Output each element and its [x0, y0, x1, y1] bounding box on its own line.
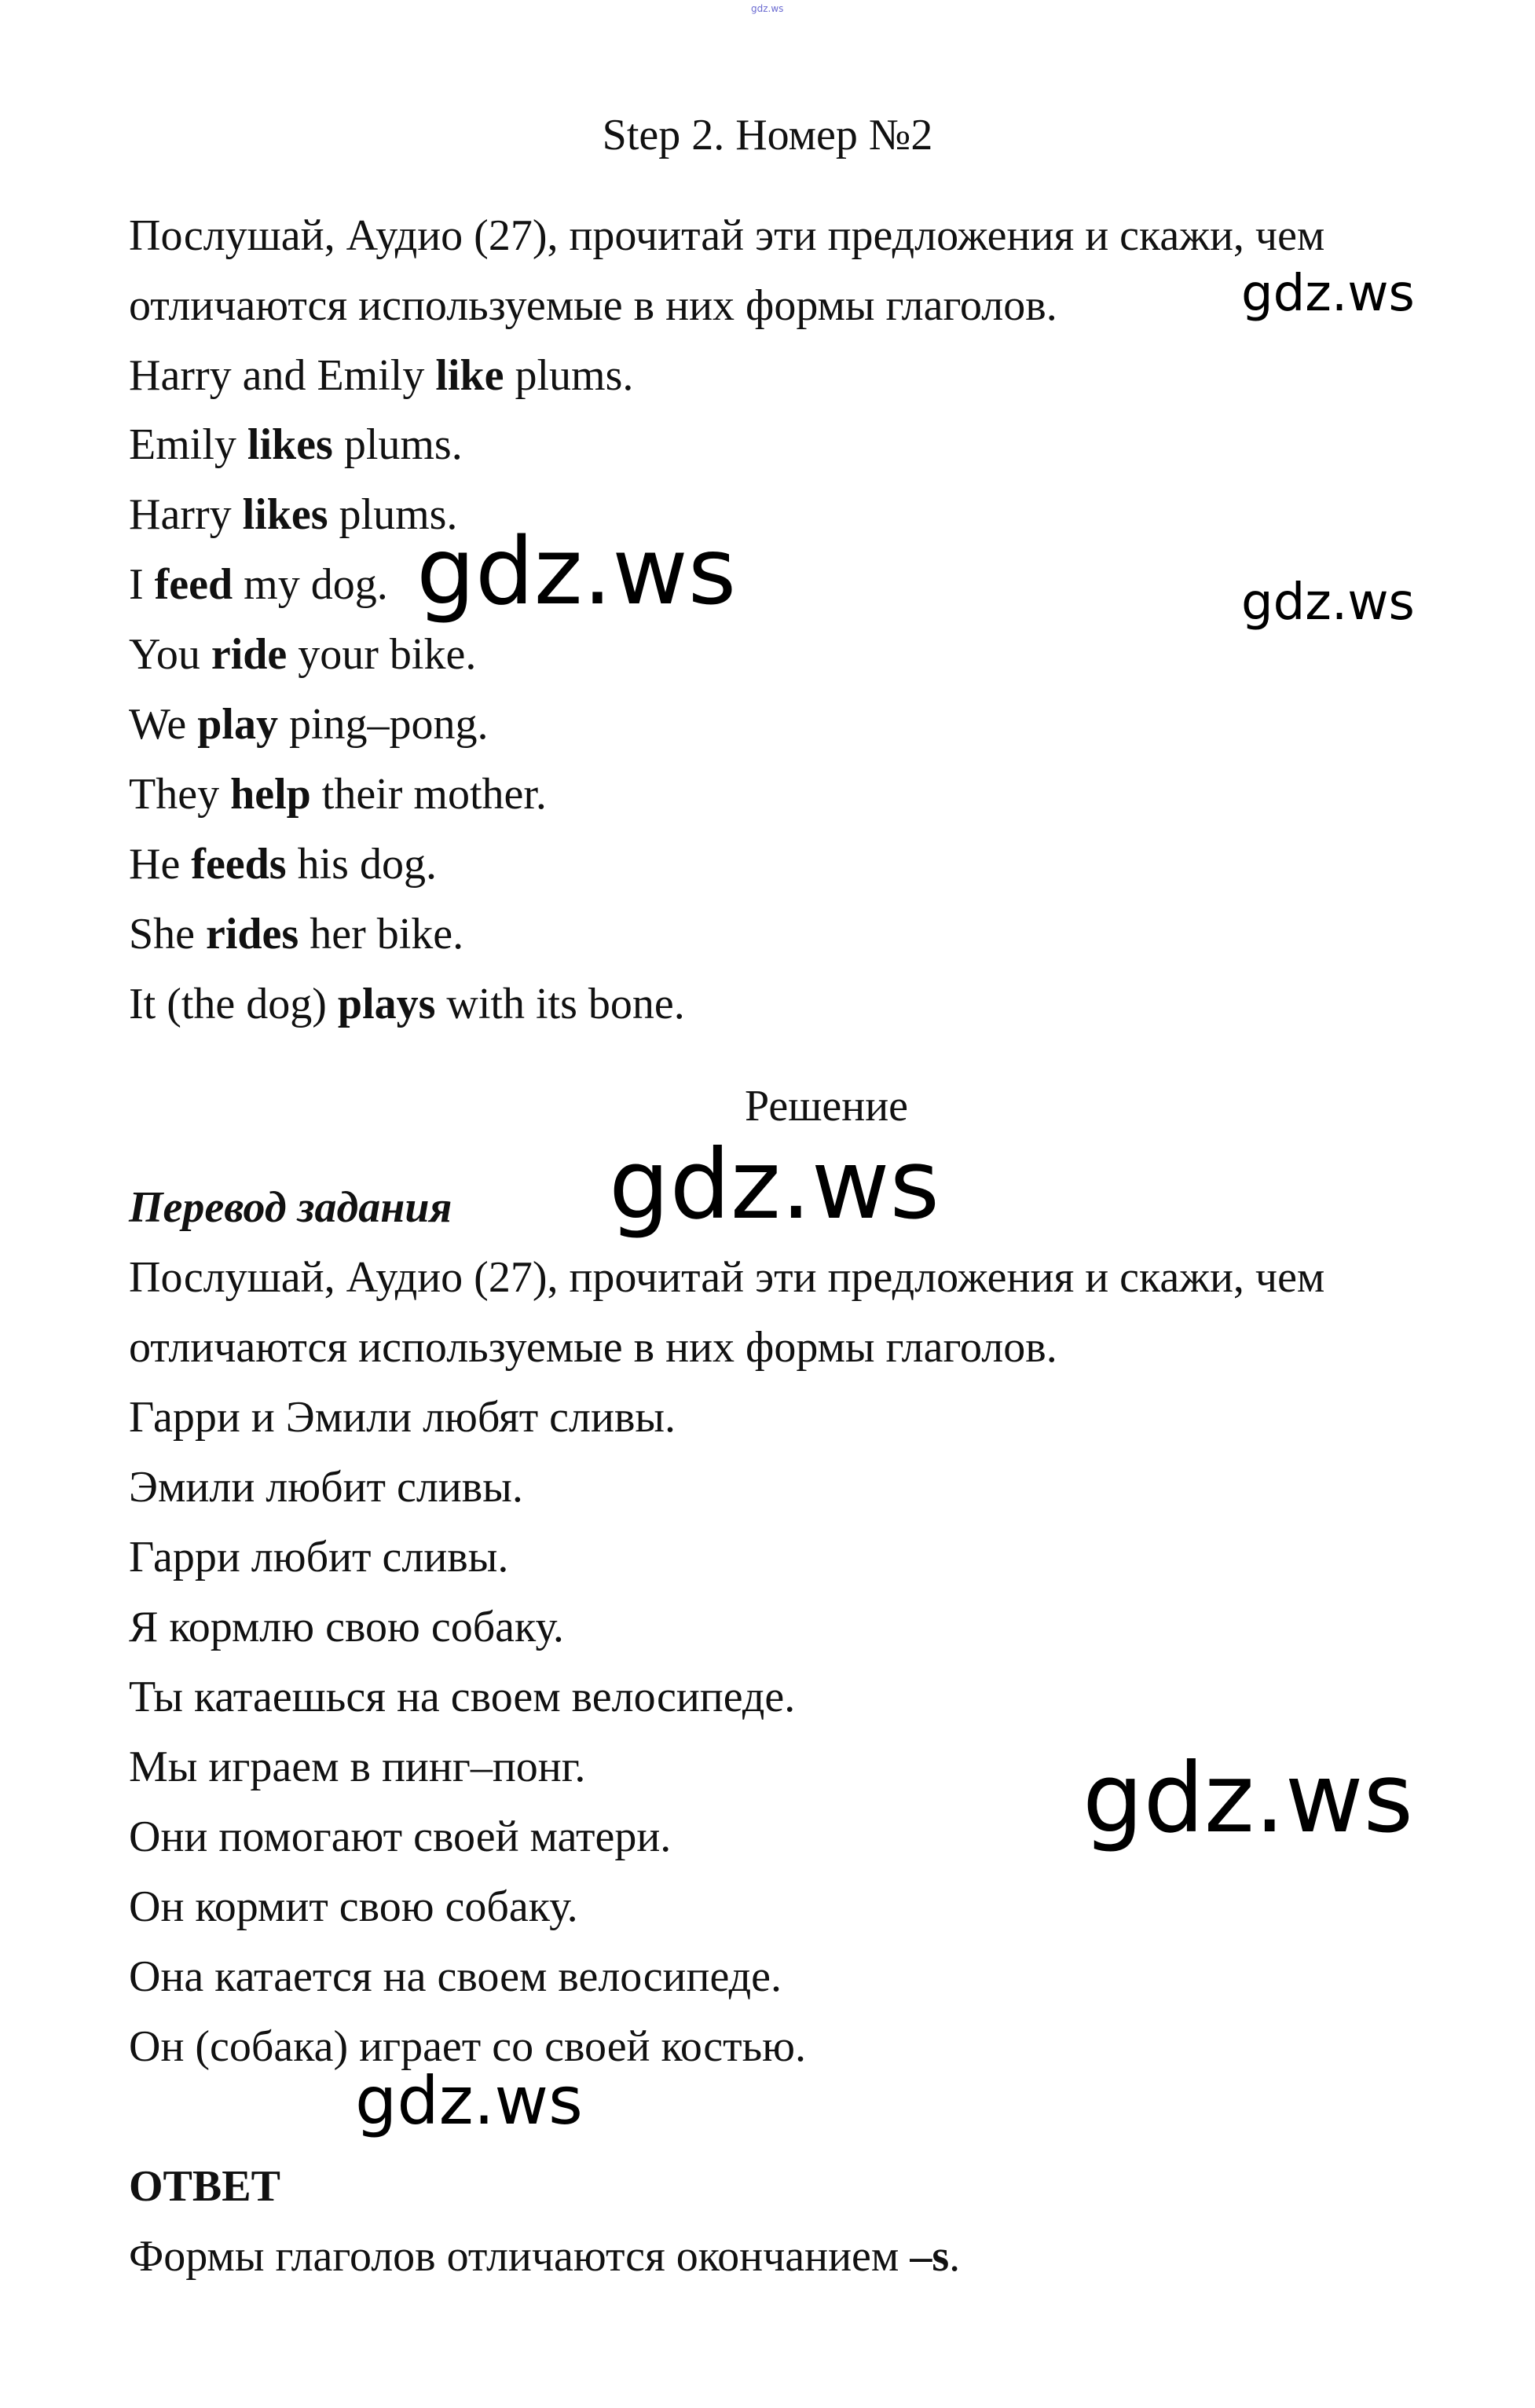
sentence-5: You ride your bike. [129, 630, 477, 679]
translation-sentence-4: Я кормлю свою собаку. [129, 1603, 564, 1651]
watermark: gdz.ws [1083, 1743, 1414, 1854]
translation-heading: Перевод задания [129, 1183, 452, 1232]
translation-line-1: Послушай, Аудио (27), прочитай эти предложения и скажи, чем [129, 1253, 1325, 1302]
watermark: gdz.ws [1241, 574, 1415, 632]
sentence-10: It (the dog) plays with its bone. [129, 980, 685, 1028]
translation-sentence-2: Эмили любит сливы. [129, 1463, 523, 1512]
answer-heading: ОТВЕТ [129, 2162, 280, 2211]
translation-sentence-1: Гарри и Эмили любят сливы. [129, 1393, 676, 1442]
sentence-9: She rides her bike. [129, 910, 464, 958]
watermark: gdz.ws [1241, 265, 1415, 323]
translation-sentence-10: Он (собака) играет со своей костью. [129, 2022, 806, 2071]
task-line-1: Послушай, Аудио (27), прочитай эти предложения и скажи, чем [129, 211, 1325, 260]
watermark: gdz.ws [355, 2062, 583, 2139]
sentence-6: We play ping–pong. [129, 700, 489, 749]
translation-sentence-5: Ты катаешься на своем велосипеде. [129, 1673, 796, 1721]
sentence-8: He feeds his dog. [129, 840, 437, 889]
task-line-2: отличаются используемые в них формы глаголов. [129, 281, 1057, 330]
translation-line-2: отличаются используемые в них формы глаголов. [129, 1323, 1057, 1372]
translation-sentence-6: Мы играем в пинг–понг. [129, 1743, 586, 1791]
sentence-3: Harry likes plums. [129, 490, 458, 539]
answer-text: Формы глаголов отличаются окончанием –s. [129, 2232, 961, 2281]
page-title: Step 2. Номер №2 [602, 111, 933, 159]
sentence-1: Harry and Emily like plums. [129, 351, 634, 400]
sentence-4: I feed my dog. [129, 560, 388, 609]
sentence-2: Emily likes plums. [129, 420, 463, 469]
translation-sentence-9: Она катается на своем велосипеде. [129, 1952, 782, 2001]
watermark: gdz.ws [416, 517, 737, 625]
sentence-7: They help their mother. [129, 770, 547, 819]
top-watermark: gdz.ws [751, 3, 784, 14]
translation-sentence-3: Гарри любит сливы. [129, 1533, 509, 1582]
translation-sentence-7: Они помогают своей матери. [129, 1812, 672, 1861]
watermark: gdz.ws [609, 1129, 940, 1241]
translation-sentence-8: Он кормит свою собаку. [129, 1882, 578, 1931]
solution-heading: Решение [744, 1082, 909, 1131]
